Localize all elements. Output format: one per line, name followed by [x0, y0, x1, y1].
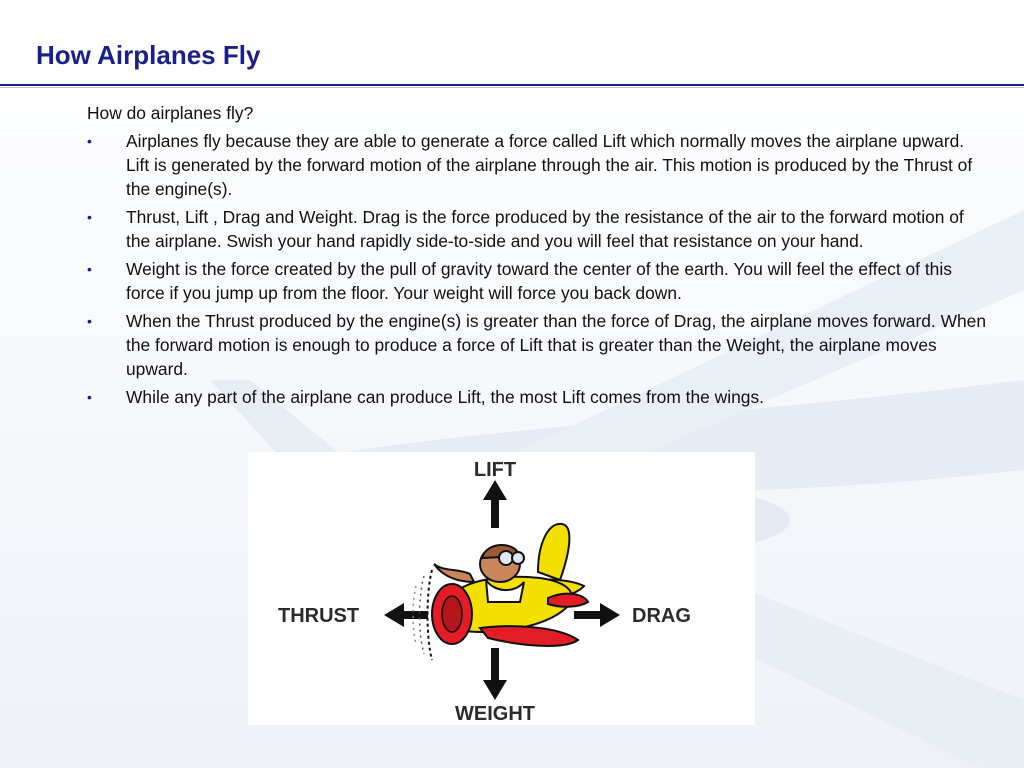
- slide-title: How Airplanes Fly: [36, 40, 261, 70]
- lift-arrow-icon: [483, 480, 507, 528]
- bullet-icon: •: [87, 389, 92, 405]
- weight-label: WEIGHT: [455, 703, 535, 725]
- intro-question: How do airplanes fly?: [87, 103, 254, 123]
- slide-body: [87, 101, 987, 413]
- thrust-label: THRUST: [278, 605, 360, 627]
- drag-arrow-icon: [574, 603, 620, 627]
- bullet-item: [87, 385, 987, 409]
- bullet-icon: •: [87, 209, 92, 225]
- bullet-text: While any part of the airplane can produce Lift, the most Lift comes from the wings.: [126, 387, 764, 407]
- title-divider-shadow: [0, 87, 1024, 88]
- bullet-icon: •: [87, 261, 92, 277]
- lift-label: LIFT: [473, 459, 517, 481]
- bullet-text: Weight is the force created by the pull of gravity toward the center of the earth. You will feel the effect of this force if you jump up from the floor. Your weight will force you back down.: [126, 259, 952, 303]
- bullet-text: Thrust, Lift , Drag and Weight. Drag is the force produced by the resistance of the air to the forward motion of the airplane. Swish your hand rapidly side-to-side and you will feel that resistance on your hand.: [126, 207, 964, 251]
- bullet-item: [87, 257, 987, 305]
- title-divider: [0, 84, 1024, 86]
- bullet-icon: •: [87, 313, 92, 329]
- bullet-item: [87, 309, 987, 381]
- drag-label: DRAG: [632, 605, 691, 627]
- bullet-text: Airplanes fly because they are able to generate a force called Lift which normally moves the airplane upward. Lift is generated by the forward motion of the airplane through the air. This motion is produced by the Thrust of the engine(s).: [126, 131, 973, 199]
- bullet-list: [87, 129, 987, 409]
- bullet-text: When the Thrust produced by the engine(s) is greater than the force of Drag, the airplane moves forward. When the forward motion is enough to produce a force of Lift that is greater than the Weight, the airplane moves upward.: [126, 311, 987, 379]
- weight-arrow-icon: [483, 648, 507, 700]
- four-forces-diagram: [248, 452, 755, 725]
- bullet-icon: •: [87, 133, 92, 149]
- bullet-item: [87, 129, 987, 201]
- bullet-item: [87, 205, 987, 253]
- cartoon-airplane-icon: [413, 524, 588, 660]
- thrust-arrow-icon: [384, 603, 428, 627]
